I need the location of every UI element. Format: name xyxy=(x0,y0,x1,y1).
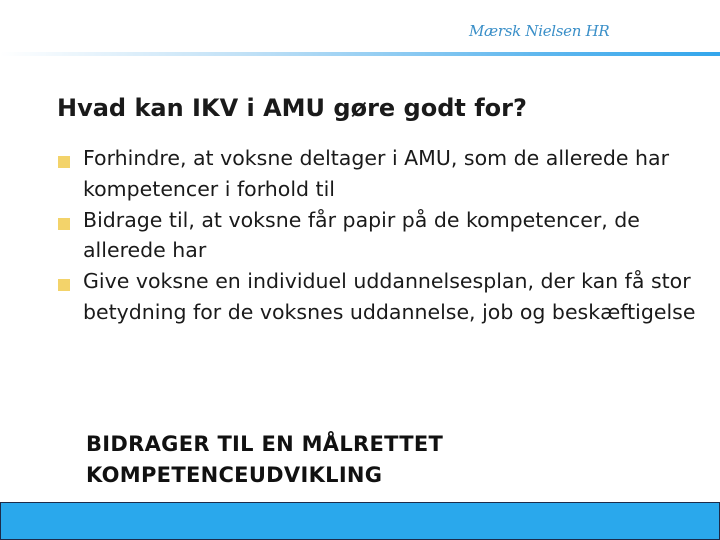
footer-bar xyxy=(0,502,720,540)
bullet-text: Forhindre, at voksne deltager i AMU, som de allerede har kompetencer i forhold til xyxy=(83,146,670,201)
bullet-item xyxy=(58,266,708,328)
bullet-item xyxy=(58,205,708,267)
bullet-text: Give voksne en individuel uddannelsesplan, der kan få stor betydning for de voksnes uddannelse, job og beskæftigelse xyxy=(83,269,696,324)
square-bullet-icon xyxy=(58,279,70,291)
callout-text xyxy=(86,429,443,491)
callout-line-2: KOMPETENCEUDVIKLING xyxy=(86,463,383,487)
callout-line-1: BIDRAGER TIL EN MÅLRETTET xyxy=(86,432,444,456)
brand-logo-text: Mærsk Nielsen HR xyxy=(469,22,610,40)
bullet-list xyxy=(58,143,708,328)
bullet-item xyxy=(58,143,708,205)
bullet-text: Bidrage til, at voksne får papir på de kompetencer, de allerede har xyxy=(83,207,640,263)
square-bullet-icon xyxy=(58,156,70,168)
header-divider xyxy=(0,52,720,56)
square-bullet-icon xyxy=(58,218,70,230)
slide-title: Hvad kan IKV i AMU gøre godt for? xyxy=(57,94,527,122)
